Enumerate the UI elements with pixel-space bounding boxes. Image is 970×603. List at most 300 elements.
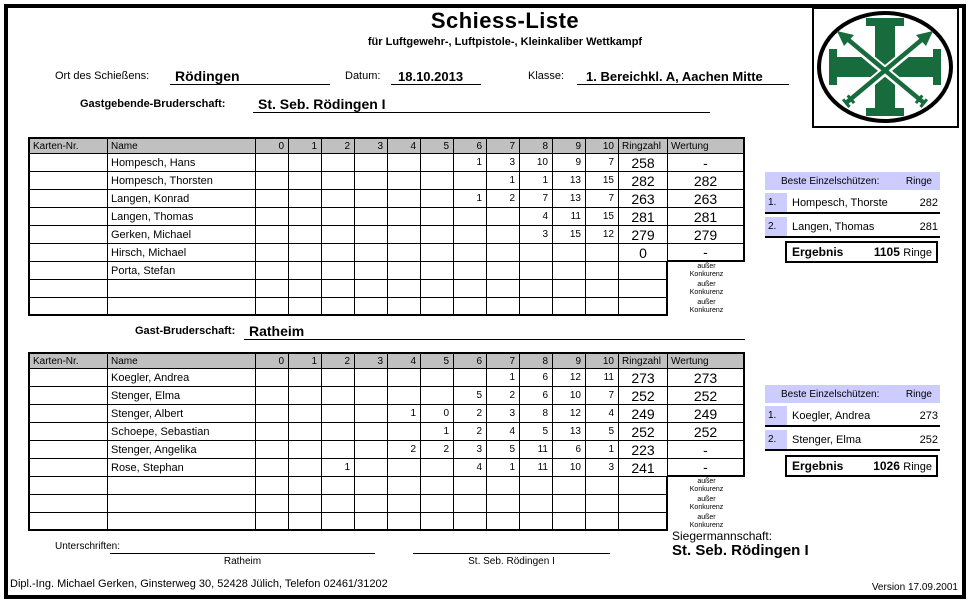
karten-nr-cell bbox=[30, 387, 108, 405]
hit-count-cell bbox=[256, 495, 289, 513]
hit-count-cell bbox=[487, 262, 520, 280]
hit-count-cell: 3 bbox=[586, 459, 619, 477]
hit-count-cell bbox=[520, 513, 553, 531]
hit-count-cell bbox=[421, 459, 454, 477]
ort-field bbox=[170, 63, 330, 85]
hit-count-cell bbox=[322, 262, 355, 280]
hit-count-cell: 1 bbox=[421, 423, 454, 441]
hit-count-cell bbox=[454, 280, 487, 298]
hit-count-cell bbox=[421, 387, 454, 405]
shooter-name: Hompesch, Thorste bbox=[792, 196, 888, 209]
hit-count-cell bbox=[388, 172, 421, 190]
hit-count-cell bbox=[388, 298, 421, 316]
hit-count-cell bbox=[586, 495, 619, 513]
hit-count-cell bbox=[586, 477, 619, 495]
hit-count-cell: 11 bbox=[586, 369, 619, 387]
hit-count-cell: 2 bbox=[454, 423, 487, 441]
hit-count-cell bbox=[256, 172, 289, 190]
best-shooters-title: Beste Einzelschützen: bbox=[781, 388, 880, 400]
hit-count-cell bbox=[289, 495, 322, 513]
hit-count-cell bbox=[355, 154, 388, 172]
hit-count-cell bbox=[388, 190, 421, 208]
hit-count-cell bbox=[421, 208, 454, 226]
column-header-cell: 4 bbox=[388, 139, 421, 154]
hit-count-cell bbox=[289, 262, 322, 280]
hit-count-cell bbox=[256, 477, 289, 495]
wertung-cell: 273 bbox=[668, 369, 745, 387]
hit-count-cell bbox=[322, 495, 355, 513]
hit-count-cell bbox=[322, 369, 355, 387]
shooter-name: Langen, Thomas bbox=[792, 220, 875, 233]
hit-count-cell: 1 bbox=[322, 459, 355, 477]
shooter-name-cell bbox=[108, 280, 256, 298]
shooter-name-cell bbox=[108, 513, 256, 531]
column-header-cell: 4 bbox=[388, 354, 421, 369]
guest-results-table bbox=[28, 352, 745, 531]
hit-count-cell: 6 bbox=[520, 369, 553, 387]
hit-count-cell bbox=[355, 226, 388, 244]
hit-count-cell: 7 bbox=[586, 387, 619, 405]
column-header-cell: Karten-Nr. bbox=[30, 354, 108, 369]
wertung-ak-note: außer Konkurenz bbox=[689, 514, 724, 529]
hit-count-cell bbox=[289, 441, 322, 459]
best-shooters-header bbox=[765, 172, 940, 190]
ringzahl-cell bbox=[619, 513, 668, 531]
hit-count-cell: 4 bbox=[520, 208, 553, 226]
hit-count-cell bbox=[388, 459, 421, 477]
hit-count-cell: 10 bbox=[553, 387, 586, 405]
wertung-cell: - bbox=[668, 441, 745, 459]
shooter-score: 273 bbox=[919, 409, 938, 422]
host-brotherhood-label: Gastgebende-Bruderschaft: bbox=[80, 98, 226, 110]
hit-count-cell bbox=[454, 477, 487, 495]
ringzahl-cell bbox=[619, 477, 668, 495]
hit-count-cell: 7 bbox=[520, 190, 553, 208]
hit-count-cell: 3 bbox=[487, 405, 520, 423]
hit-count-cell bbox=[454, 244, 487, 262]
column-header-cell: 1 bbox=[289, 139, 322, 154]
ergebnis-number: 1026 bbox=[873, 459, 900, 473]
karten-nr-cell bbox=[30, 441, 108, 459]
shooter-name-cell: Hompesch, Thorsten bbox=[108, 172, 256, 190]
hit-count-cell bbox=[256, 244, 289, 262]
hit-count-cell: 4 bbox=[586, 405, 619, 423]
hit-count-cell bbox=[289, 477, 322, 495]
wertung-ak-note: außer Konkurenz bbox=[689, 263, 724, 278]
hit-count-cell bbox=[388, 513, 421, 531]
hit-count-cell bbox=[520, 298, 553, 316]
hit-count-cell bbox=[454, 495, 487, 513]
ringzahl-cell: 282 bbox=[619, 172, 668, 190]
hit-count-cell bbox=[355, 262, 388, 280]
hit-count-cell bbox=[421, 226, 454, 244]
column-header-cell: Name bbox=[108, 139, 256, 154]
hit-count-cell bbox=[256, 423, 289, 441]
ringzahl-cell bbox=[619, 495, 668, 513]
ringzahl-cell: 249 bbox=[619, 405, 668, 423]
hit-count-cell bbox=[388, 369, 421, 387]
hit-count-cell: 1 bbox=[388, 405, 421, 423]
ringzahl-cell bbox=[619, 298, 668, 316]
hit-count-cell bbox=[355, 369, 388, 387]
column-header-cell: 3 bbox=[355, 354, 388, 369]
karten-nr-cell bbox=[30, 262, 108, 280]
hit-count-cell bbox=[553, 280, 586, 298]
hit-count-cell bbox=[355, 208, 388, 226]
hit-count-cell bbox=[256, 262, 289, 280]
footer-version: Version 17.09.2001 bbox=[871, 582, 958, 593]
hit-count-cell bbox=[289, 208, 322, 226]
hit-count-cell: 5 bbox=[586, 423, 619, 441]
shooter-name-cell bbox=[108, 477, 256, 495]
ergebnis-box-host bbox=[785, 241, 938, 263]
hit-count-cell bbox=[421, 154, 454, 172]
ringzahl-cell: 223 bbox=[619, 441, 668, 459]
host-brotherhood-value: St. Seb. Rödingen I bbox=[258, 96, 386, 112]
ergebnis-value bbox=[874, 245, 932, 259]
hit-count-cell bbox=[322, 298, 355, 316]
hit-count-cell bbox=[421, 477, 454, 495]
hit-count-cell: 6 bbox=[553, 441, 586, 459]
hit-count-cell bbox=[421, 280, 454, 298]
shooter-name-cell: Stenger, Albert bbox=[108, 405, 256, 423]
shooter-name-cell bbox=[108, 298, 256, 316]
hit-count-cell bbox=[355, 280, 388, 298]
hit-count-cell bbox=[322, 405, 355, 423]
hit-count-cell bbox=[388, 226, 421, 244]
hit-count-cell bbox=[520, 262, 553, 280]
shooter-score: 252 bbox=[919, 433, 938, 446]
hit-count-cell bbox=[256, 369, 289, 387]
rank-badge: 2. bbox=[765, 217, 787, 236]
hit-count-cell bbox=[355, 495, 388, 513]
karten-nr-cell bbox=[30, 513, 108, 531]
hit-count-cell: 1 bbox=[487, 459, 520, 477]
ringzahl-cell: 273 bbox=[619, 369, 668, 387]
hit-count-cell bbox=[487, 280, 520, 298]
hit-count-cell: 13 bbox=[553, 423, 586, 441]
best-shooter-row bbox=[765, 217, 940, 238]
hit-count-cell bbox=[289, 513, 322, 531]
ringzahl-cell: 279 bbox=[619, 226, 668, 244]
column-header-cell: 7 bbox=[487, 139, 520, 154]
column-header-cell: Name bbox=[108, 354, 256, 369]
hit-count-cell bbox=[388, 154, 421, 172]
karten-nr-cell bbox=[30, 280, 108, 298]
crest-icon bbox=[814, 9, 957, 126]
hit-count-cell bbox=[355, 244, 388, 262]
hit-count-cell bbox=[520, 280, 553, 298]
hit-count-cell bbox=[289, 298, 322, 316]
page-title: Schiess-Liste bbox=[430, 8, 580, 33]
hit-count-cell bbox=[586, 298, 619, 316]
hit-count-cell: 5 bbox=[520, 423, 553, 441]
column-header-cell: Karten-Nr. bbox=[30, 139, 108, 154]
karten-nr-cell bbox=[30, 477, 108, 495]
ergebnis-label: Ergebnis bbox=[792, 459, 844, 473]
hit-count-cell: 1 bbox=[520, 172, 553, 190]
column-header-cell: 2 bbox=[322, 139, 355, 154]
hit-count-cell bbox=[322, 513, 355, 531]
shooter-name-cell: Langen, Thomas bbox=[108, 208, 256, 226]
hit-count-cell bbox=[454, 369, 487, 387]
wertung-cell: - bbox=[668, 459, 745, 477]
host-brotherhood-field bbox=[253, 91, 710, 113]
hit-count-cell bbox=[520, 495, 553, 513]
hit-count-cell bbox=[256, 226, 289, 244]
hit-count-cell: 15 bbox=[586, 172, 619, 190]
hit-count-cell bbox=[322, 226, 355, 244]
host-results-table bbox=[28, 137, 745, 316]
signature-caption-host: St. Seb. Rödingen I bbox=[468, 556, 555, 567]
ringzahl-cell bbox=[619, 280, 668, 298]
shooter-name-cell: Hompesch, Hans bbox=[108, 154, 256, 172]
hit-count-cell: 7 bbox=[586, 154, 619, 172]
column-header-cell: 0 bbox=[256, 354, 289, 369]
karten-nr-cell bbox=[30, 495, 108, 513]
hit-count-cell: 1 bbox=[487, 369, 520, 387]
column-header-cell: 0 bbox=[256, 139, 289, 154]
karten-nr-cell bbox=[30, 190, 108, 208]
hit-count-cell: 2 bbox=[388, 441, 421, 459]
hit-count-cell bbox=[322, 477, 355, 495]
hit-count-cell bbox=[487, 226, 520, 244]
shooter-name-cell: Schoepe, Sebastian bbox=[108, 423, 256, 441]
karten-nr-cell bbox=[30, 298, 108, 316]
hit-count-cell: 4 bbox=[454, 459, 487, 477]
hit-count-cell bbox=[553, 298, 586, 316]
klasse-label: Klasse: bbox=[528, 70, 565, 82]
hit-count-cell bbox=[388, 244, 421, 262]
shooter-name-cell: Stenger, Elma bbox=[108, 387, 256, 405]
ringzahl-cell bbox=[619, 262, 668, 280]
karten-nr-cell bbox=[30, 459, 108, 477]
hit-count-cell: 12 bbox=[586, 226, 619, 244]
hit-count-cell bbox=[355, 423, 388, 441]
hit-count-cell: 2 bbox=[487, 387, 520, 405]
hit-count-cell: 1 bbox=[454, 190, 487, 208]
hit-count-cell bbox=[289, 244, 322, 262]
klasse-value: 1. Bereichkl. A, Aachen Mitte bbox=[586, 69, 763, 84]
hit-count-cell bbox=[289, 190, 322, 208]
column-header-cell: 6 bbox=[454, 354, 487, 369]
column-header-cell: 8 bbox=[520, 139, 553, 154]
hit-count-cell: 11 bbox=[520, 459, 553, 477]
best-shooters-header bbox=[765, 385, 940, 403]
footer-contact: Dipl.-Ing. Michael Gerken, Ginsterweg 30, 52428 Jülich, Telefon 02461/31202 bbox=[10, 578, 388, 590]
signature-caption-guest: Ratheim bbox=[223, 556, 262, 567]
wertung-ak-note: außer Konkurenz bbox=[689, 299, 724, 314]
ringzahl-cell: 252 bbox=[619, 423, 668, 441]
hit-count-cell bbox=[586, 244, 619, 262]
karten-nr-cell bbox=[30, 423, 108, 441]
karten-nr-cell bbox=[30, 244, 108, 262]
hit-count-cell bbox=[289, 226, 322, 244]
rank-badge: 1. bbox=[765, 193, 787, 212]
hit-count-cell bbox=[256, 154, 289, 172]
winner-value: St. Seb. Rödingen I bbox=[672, 542, 809, 559]
hit-count-cell bbox=[421, 495, 454, 513]
hit-count-cell bbox=[487, 477, 520, 495]
column-header-cell: 10 bbox=[586, 139, 619, 154]
hit-count-cell: 2 bbox=[454, 405, 487, 423]
ergebnis-unit: Ringe bbox=[903, 461, 932, 473]
hit-count-cell bbox=[256, 387, 289, 405]
hit-count-cell bbox=[454, 172, 487, 190]
hit-count-cell: 1 bbox=[586, 441, 619, 459]
hit-count-cell bbox=[256, 513, 289, 531]
klasse-field bbox=[577, 64, 789, 85]
winner-label: Siegermannschaft: bbox=[672, 529, 773, 543]
hit-count-cell bbox=[586, 280, 619, 298]
column-header-cell: 2 bbox=[322, 354, 355, 369]
hit-count-cell bbox=[256, 441, 289, 459]
hit-count-cell: 15 bbox=[586, 208, 619, 226]
hit-count-cell: 15 bbox=[553, 226, 586, 244]
column-header-cell: 9 bbox=[553, 354, 586, 369]
hit-count-cell: 0 bbox=[421, 405, 454, 423]
hit-count-cell bbox=[355, 298, 388, 316]
shooter-name-cell: Porta, Stefan bbox=[108, 262, 256, 280]
hit-count-cell: 2 bbox=[487, 190, 520, 208]
shooter-name-cell: Hirsch, Michael bbox=[108, 244, 256, 262]
column-header-cell: 9 bbox=[553, 139, 586, 154]
ringzahl-cell: 258 bbox=[619, 154, 668, 172]
hit-count-cell bbox=[256, 405, 289, 423]
ergebnis-value bbox=[873, 459, 932, 473]
ergebnis-unit: Ringe bbox=[903, 247, 932, 259]
hit-count-cell bbox=[289, 423, 322, 441]
wertung-cell: - bbox=[668, 154, 745, 172]
column-header-cell: 6 bbox=[454, 139, 487, 154]
shooter-score: 282 bbox=[919, 196, 938, 209]
hit-count-cell bbox=[322, 154, 355, 172]
hit-count-cell bbox=[289, 405, 322, 423]
hit-count-cell bbox=[454, 298, 487, 316]
hit-count-cell bbox=[256, 190, 289, 208]
hit-count-cell: 8 bbox=[520, 405, 553, 423]
hit-count-cell bbox=[388, 495, 421, 513]
hit-count-cell bbox=[322, 190, 355, 208]
hit-count-cell bbox=[454, 226, 487, 244]
hit-count-cell bbox=[289, 172, 322, 190]
hit-count-cell: 5 bbox=[487, 441, 520, 459]
hit-count-cell bbox=[289, 369, 322, 387]
ort-label: Ort des Schießens: bbox=[55, 70, 150, 82]
hit-count-cell bbox=[355, 190, 388, 208]
datum-label: Datum: bbox=[345, 70, 381, 82]
hit-count-cell: 11 bbox=[553, 208, 586, 226]
column-header-cell: 7 bbox=[487, 354, 520, 369]
shooter-name-cell: Stenger, Angelika bbox=[108, 441, 256, 459]
hit-count-cell bbox=[520, 244, 553, 262]
hit-count-cell bbox=[421, 369, 454, 387]
ringzahl-cell: 241 bbox=[619, 459, 668, 477]
ort-value: Rödingen bbox=[175, 68, 240, 84]
best-shooters-panel-host bbox=[765, 172, 940, 238]
hit-count-cell bbox=[487, 244, 520, 262]
column-header-cell: Wertung bbox=[668, 139, 745, 154]
karten-nr-cell bbox=[30, 405, 108, 423]
hit-count-cell bbox=[553, 244, 586, 262]
rank-badge: 1. bbox=[765, 406, 787, 425]
hit-count-cell bbox=[454, 262, 487, 280]
hit-count-cell bbox=[256, 459, 289, 477]
guest-brotherhood-label: Gast-Bruderschaft: bbox=[135, 325, 236, 337]
ringzahl-cell: 263 bbox=[619, 190, 668, 208]
wertung-cell: 279 bbox=[668, 226, 745, 244]
signature-line-guest bbox=[110, 537, 375, 554]
hit-count-cell: 12 bbox=[553, 369, 586, 387]
hit-count-cell bbox=[487, 298, 520, 316]
hit-count-cell bbox=[388, 280, 421, 298]
datum-field bbox=[391, 64, 481, 85]
ringzahl-cell: 281 bbox=[619, 208, 668, 226]
brotherhood-logo bbox=[812, 7, 959, 128]
page-subtitle: für Luftgewehr-, Luftpistole-, Kleinkaliber Wettkampf bbox=[367, 36, 643, 48]
hit-count-cell bbox=[388, 477, 421, 495]
ergebnis-label: Ergebnis bbox=[792, 245, 844, 259]
ringzahl-cell: 252 bbox=[619, 387, 668, 405]
best-shooters-ringe-label: Ringe bbox=[905, 388, 932, 400]
column-header-cell: Ringzahl bbox=[619, 139, 668, 154]
shooter-name: Stenger, Elma bbox=[792, 433, 862, 446]
wertung-ak-note: außer Konkurenz bbox=[689, 496, 724, 511]
wertung-cell: 252 bbox=[668, 387, 745, 405]
best-shooters-panel-guest bbox=[765, 385, 940, 451]
column-header-cell: 3 bbox=[355, 139, 388, 154]
wertung-ak-note: außer Konkurenz bbox=[689, 281, 724, 296]
hit-count-cell bbox=[388, 262, 421, 280]
hit-count-cell bbox=[322, 172, 355, 190]
hit-count-cell bbox=[388, 387, 421, 405]
hit-count-cell bbox=[454, 513, 487, 531]
best-shooters-title: Beste Einzelschützen: bbox=[781, 175, 880, 187]
signature-line-host bbox=[413, 537, 610, 554]
hit-count-cell bbox=[553, 495, 586, 513]
shooter-name-cell bbox=[108, 495, 256, 513]
karten-nr-cell bbox=[30, 172, 108, 190]
column-header-cell: Wertung bbox=[668, 354, 745, 369]
shooter-name-cell: Rose, Stephan bbox=[108, 459, 256, 477]
hit-count-cell bbox=[586, 513, 619, 531]
hit-count-cell bbox=[553, 513, 586, 531]
hit-count-cell bbox=[322, 280, 355, 298]
hit-count-cell bbox=[421, 172, 454, 190]
hit-count-cell bbox=[256, 298, 289, 316]
hit-count-cell bbox=[355, 477, 388, 495]
hit-count-cell bbox=[289, 459, 322, 477]
guest-brotherhood-field bbox=[244, 318, 745, 340]
guest-brotherhood-value: Ratheim bbox=[249, 323, 305, 339]
hit-count-cell: 10 bbox=[553, 459, 586, 477]
hit-count-cell: 13 bbox=[553, 172, 586, 190]
hit-count-cell bbox=[421, 244, 454, 262]
hit-count-cell bbox=[388, 208, 421, 226]
ergebnis-box-guest bbox=[785, 455, 938, 477]
hit-count-cell bbox=[355, 405, 388, 423]
wertung-cell: 249 bbox=[668, 405, 745, 423]
hit-count-cell: 3 bbox=[454, 441, 487, 459]
karten-nr-cell bbox=[30, 208, 108, 226]
best-shooters-ringe-label: Ringe bbox=[905, 175, 932, 187]
hit-count-cell: 3 bbox=[520, 226, 553, 244]
signatures-label: Unterschriften: bbox=[55, 541, 121, 552]
wertung-cell: 281 bbox=[668, 208, 745, 226]
hit-count-cell bbox=[322, 387, 355, 405]
hit-count-cell bbox=[322, 423, 355, 441]
hit-count-cell bbox=[322, 208, 355, 226]
